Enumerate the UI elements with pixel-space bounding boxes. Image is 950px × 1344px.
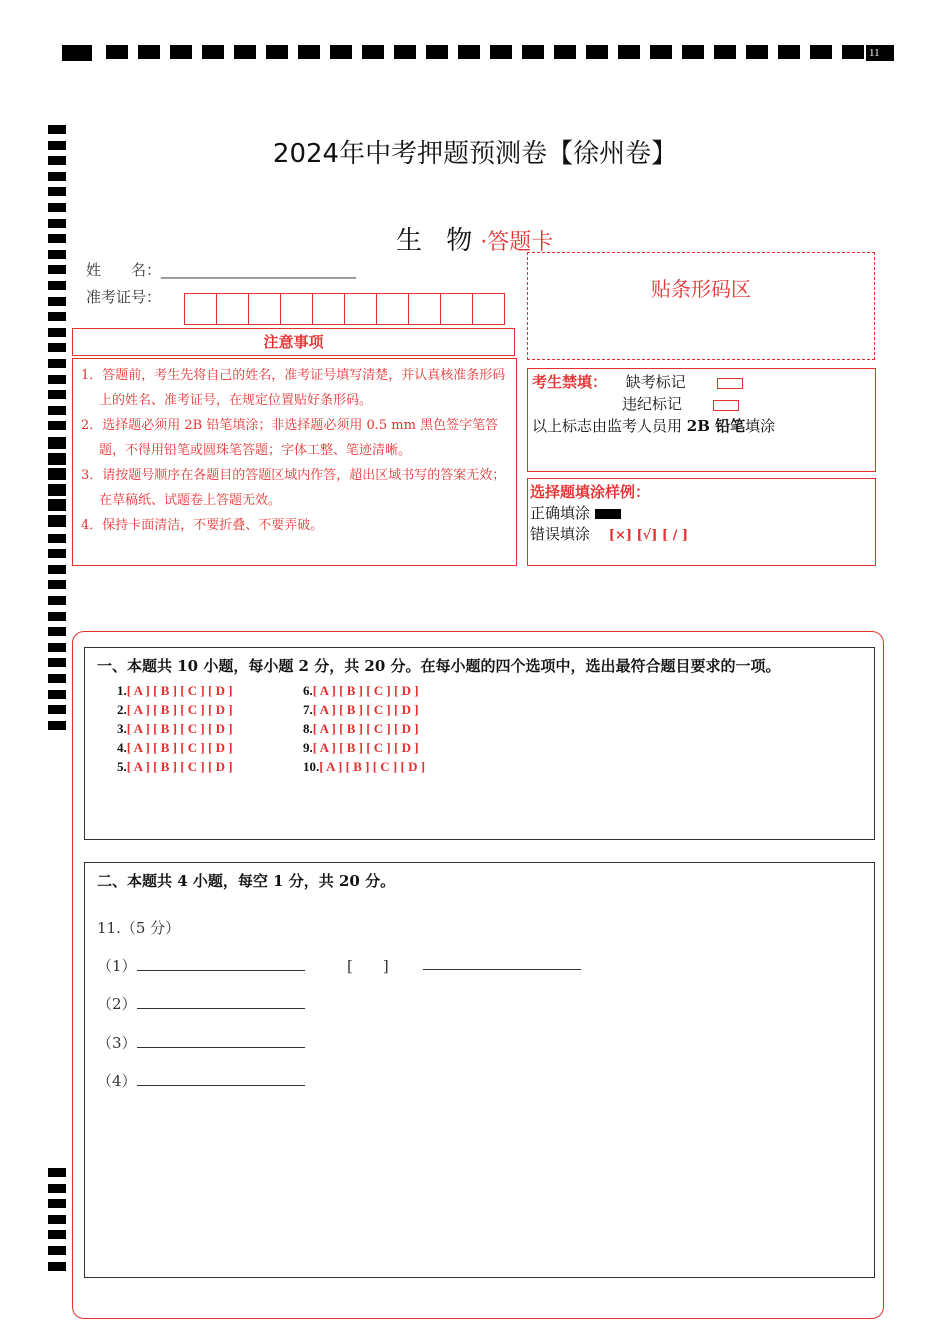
notice-item: 2．选择题必须用 2B 铅笔填涂；非选择题必须用 0.5 mm 黑色签字笔答题，不得用铅笔或圆珠笔答题；字体工整、笔迹清晰。	[81, 418, 499, 458]
proctor-note-prefix: 以上标志由监考人员用	[532, 417, 687, 435]
timing-mark	[48, 690, 66, 699]
name-row	[86, 259, 356, 280]
id-digit-box[interactable]	[344, 293, 377, 325]
timing-mark	[48, 265, 66, 274]
mc-question[interactable]	[303, 759, 425, 775]
timing-mark	[682, 45, 704, 59]
mc-options[interactable]: [ A ] [ B ] [ C ] [ D ]	[126, 759, 233, 774]
notice-item: 3．请按题号顺序在各题目的答题区域内作答，超出区域书写的答案无效；在草稿纸、试题卷上答题无效。	[81, 468, 506, 508]
answer-blank[interactable]	[137, 994, 305, 1009]
proctor-title: 考生禁填：	[532, 373, 608, 391]
timing-mark	[48, 1168, 66, 1177]
timing-mark	[48, 359, 66, 368]
violation-label: 违纪标记	[622, 395, 683, 413]
notice-title: 注意事项	[72, 328, 515, 356]
mc-question-number: 3.	[117, 721, 127, 736]
timing-mark	[394, 45, 416, 59]
id-digit-box[interactable]	[472, 293, 505, 325]
answer-blank[interactable]	[423, 955, 581, 970]
timing-mark	[48, 596, 66, 605]
timing-mark	[48, 1184, 66, 1193]
mc-options[interactable]: [ A ] [ B ] [ C ] [ D ]	[312, 721, 419, 736]
timing-mark	[48, 1246, 66, 1255]
timing-mark	[106, 45, 128, 59]
sample-title: 选择题填涂样例：	[530, 483, 651, 501]
mc-options[interactable]: [ A ] [ B ] [ C ] [ D ]	[126, 721, 233, 736]
timing-mark	[618, 45, 640, 59]
notice-box	[72, 358, 517, 566]
timing-mark	[48, 1199, 66, 1208]
name-field[interactable]: __________________________	[161, 261, 357, 279]
timing-mark	[48, 580, 66, 589]
proctor-note-suffix: 填涂	[745, 417, 776, 435]
timing-mark	[48, 643, 66, 652]
timing-mark	[554, 45, 576, 59]
timing-mark	[810, 45, 832, 59]
question-11-label: 11.（5 分）	[97, 919, 181, 937]
mc-question-number: 5.	[117, 759, 127, 774]
mc-question-number: 2.	[117, 702, 127, 717]
mc-options[interactable]: [ A ] [ B ] [ C ] [ D ]	[126, 702, 233, 717]
q11-sub2	[97, 993, 305, 1014]
timing-mark	[48, 187, 66, 196]
timing-mark	[650, 45, 672, 59]
id-digit-box[interactable]	[440, 293, 473, 325]
mc-options[interactable]: [ A ] [ B ] [ C ] [ D ]	[312, 683, 419, 698]
id-digit-box[interactable]	[376, 293, 409, 325]
timing-mark	[48, 440, 66, 449]
mc-question[interactable]	[117, 702, 233, 718]
timing-mark	[48, 203, 66, 212]
timing-mark	[48, 1215, 66, 1224]
timing-mark	[426, 45, 448, 59]
timing-mark	[778, 45, 800, 59]
mc-question[interactable]	[303, 740, 419, 756]
sub4-label: （4）	[97, 1072, 137, 1090]
violation-mark-box[interactable]	[713, 400, 739, 411]
timing-mark	[522, 45, 544, 59]
timing-mark	[714, 45, 736, 59]
timing-mark	[48, 705, 66, 714]
timing-mark	[586, 45, 608, 59]
timing-mark	[48, 674, 66, 683]
id-digit-box[interactable]	[280, 293, 313, 325]
timing-mark	[48, 297, 66, 306]
mc-options[interactable]: [ A ] [ B ] [ C ] [ D ]	[312, 702, 419, 717]
timing-mark	[48, 518, 66, 527]
timing-mark	[48, 549, 66, 558]
answer-blank[interactable]	[137, 956, 305, 971]
timing-mark	[48, 487, 66, 496]
timing-mark	[138, 45, 160, 59]
id-digit-box[interactable]	[248, 293, 281, 325]
notice-item: 1．答题前，考生先将自己的姓名，准考证号填写清楚，并认真核准条形码上的姓名、准考证号，在规定位置贴好条形码。	[81, 368, 506, 408]
mc-question[interactable]	[117, 721, 233, 737]
timing-mark	[48, 312, 66, 321]
sub1-label: （1）	[97, 957, 137, 975]
subject-name: 生 物	[396, 226, 481, 256]
wrong-fill-label: 错误填涂	[530, 525, 591, 543]
timing-mark	[48, 1262, 66, 1271]
section-1-multiple-choice	[84, 647, 875, 840]
mc-question[interactable]	[117, 740, 233, 756]
timing-mark	[48, 421, 66, 430]
timing-mark	[48, 375, 66, 384]
proctor-only-box	[527, 368, 876, 472]
timing-mark	[458, 45, 480, 59]
timing-mark	[48, 250, 66, 259]
timing-mark	[362, 45, 384, 59]
timing-mark	[48, 328, 66, 337]
timing-mark	[48, 406, 66, 415]
proctor-note-bold: 2B 铅笔	[686, 417, 746, 435]
timing-mark	[202, 45, 224, 59]
fill-sample-box	[527, 478, 876, 566]
correct-fill-example	[595, 509, 621, 519]
mc-question[interactable]	[117, 759, 233, 775]
timing-mark	[48, 721, 66, 730]
id-label: 准考证号：	[86, 288, 162, 306]
correct-fill-label: 正确填涂	[530, 504, 591, 522]
mc-question-number: 8.	[303, 721, 313, 736]
timing-marks-left	[48, 0, 68, 1344]
timing-mark	[746, 45, 768, 59]
mc-question-number: 7.	[303, 702, 313, 717]
timing-mark	[48, 281, 66, 290]
page-number: 11	[866, 45, 894, 61]
absent-mark-box[interactable]	[717, 378, 743, 389]
timing-mark	[48, 1230, 66, 1239]
timing-mark	[842, 45, 864, 59]
sub3-label: （3）	[97, 1034, 137, 1052]
mc-question-number: 9.	[303, 740, 313, 755]
timing-mark	[48, 456, 66, 465]
q11-sub3	[97, 1032, 305, 1053]
timing-mark	[48, 627, 66, 636]
timing-mark	[48, 219, 66, 228]
timing-mark	[48, 502, 66, 511]
timing-mark	[330, 45, 352, 59]
barcode-area-label: 贴条形码区	[651, 277, 751, 301]
q11-sub4	[97, 1070, 305, 1091]
mc-question[interactable]	[303, 702, 419, 718]
barcode-area	[527, 252, 875, 360]
mc-question-number: 10.	[303, 759, 320, 774]
section-2-fill-in	[84, 862, 875, 1278]
mc-options[interactable]: [ A ] [ B ] [ C ] [ D ]	[126, 740, 233, 755]
timing-mark	[48, 534, 66, 543]
timing-mark	[266, 45, 288, 59]
timing-mark	[48, 390, 66, 399]
timing-mark	[234, 45, 256, 59]
timing-mark	[298, 45, 320, 59]
mc-options[interactable]: [ A ] [ B ] [ C ] [ D ]	[126, 683, 233, 698]
section-2-heading: 二、本题共 4 小题，每空 1 分，共 20 分。	[97, 872, 396, 890]
answer-blank[interactable]	[137, 1071, 305, 1086]
absent-label: 缺考标记	[625, 373, 686, 391]
timing-mark	[490, 45, 512, 59]
timing-mark	[48, 658, 66, 667]
timing-mark	[170, 45, 192, 59]
id-digit-box[interactable]	[312, 293, 345, 325]
id-digit-box[interactable]	[408, 293, 441, 325]
answer-blank[interactable]	[137, 1033, 305, 1048]
timing-mark	[48, 343, 66, 352]
timing-mark	[48, 612, 66, 621]
mc-question-number: 4.	[117, 740, 127, 755]
id-number-boxes[interactable]	[185, 293, 505, 323]
sheet-type: ·答题卡	[480, 230, 554, 255]
q11-bracket[interactable]: [ ]	[347, 957, 389, 975]
timing-mark	[48, 172, 66, 181]
mc-question[interactable]	[117, 683, 233, 699]
section-1-heading: 一、本题共 10 小题，每小题 2 分，共 20 分。在每小题的四个选项中，选出最符合题目要求的一项。	[97, 657, 781, 675]
mc-question[interactable]	[303, 683, 419, 699]
timing-marks-top	[62, 45, 894, 61]
mc-options[interactable]: [ A ] [ B ] [ C ] [ D ]	[319, 759, 426, 774]
timing-mark	[48, 234, 66, 243]
id-digit-box[interactable]	[216, 293, 249, 325]
notice-item: 4．保持卡面清洁，不要折叠、不要弄破。	[81, 518, 324, 533]
sub2-label: （2）	[97, 995, 137, 1013]
q11-sub1	[97, 955, 305, 976]
answer-blank-2[interactable]	[423, 955, 581, 974]
exam-title: 2024年中考押题预测卷【徐州卷】	[272, 139, 678, 169]
name-label: 姓 名：	[86, 261, 162, 279]
mc-options[interactable]: [ A ] [ B ] [ C ] [ D ]	[312, 740, 419, 755]
mc-question-number: 6.	[303, 683, 313, 698]
id-digit-box[interactable]	[184, 293, 217, 325]
wrong-fill-examples: [×] [√] [ / ]	[608, 528, 688, 543]
timing-mark	[48, 565, 66, 574]
mc-question-number: 1.	[117, 683, 127, 698]
mc-question[interactable]	[303, 721, 419, 737]
timing-mark	[48, 471, 66, 480]
